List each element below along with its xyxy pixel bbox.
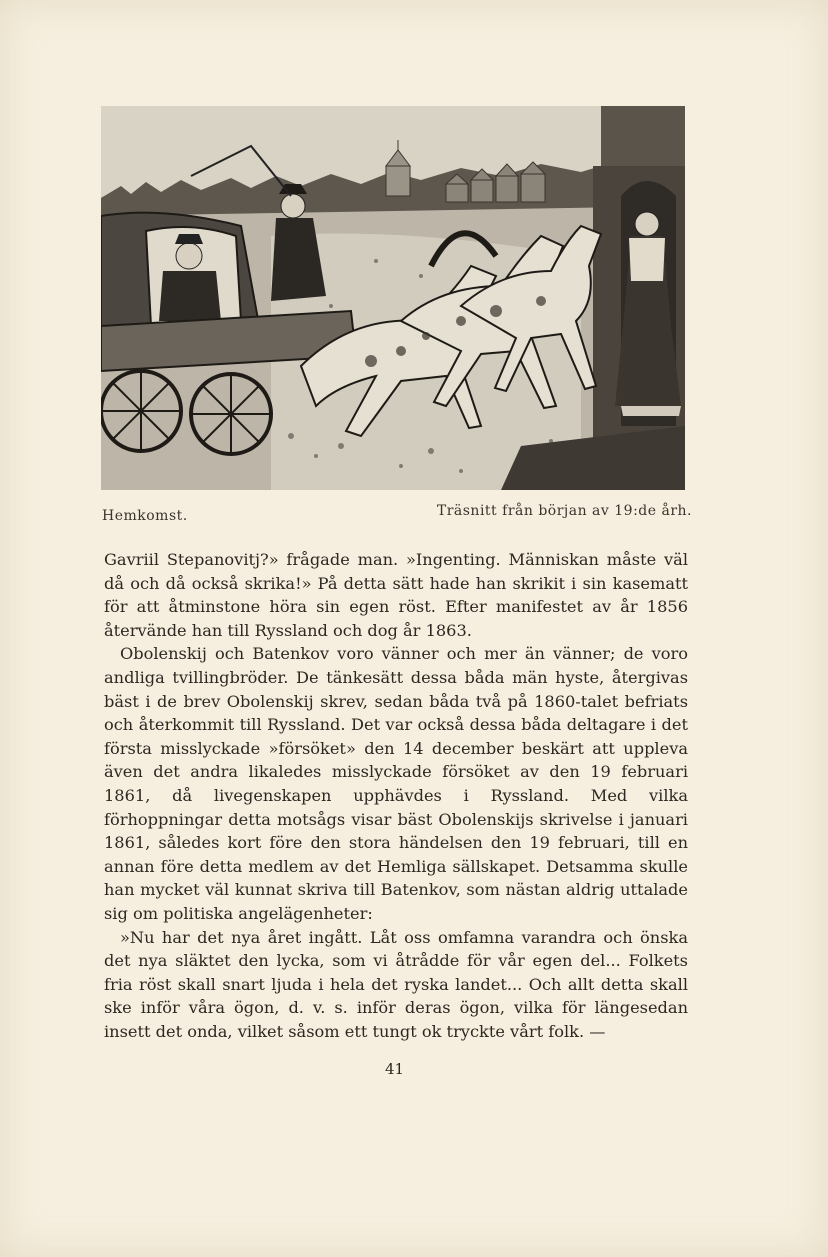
- page-number: 41: [385, 1060, 405, 1078]
- illustration-caption-credit: Träsnitt från början av 19:de årh.: [436, 503, 692, 519]
- illustration-caption-title: Hemkomst.: [102, 508, 188, 524]
- paragraph-1: Gavriil Stepanovitj?» frågade man. »Ingenting. Människan måste väl då och då också skrika!» På detta sätt hade han skrikit i sin kasematt för att åtminstone höra sin egen röst. Efter manifestet av år 1856 återvände han till Ryssland och dog år 1863.: [104, 550, 688, 640]
- body-text: [104, 548, 688, 1043]
- woodcut-illustration: [101, 106, 685, 490]
- paragraph-3-quote: »Nu har det nya året ingått. Låt oss omfamna varandra och önska det nya släktet den lycka, som vi åtrådde för vår egen del... Folkets fria röst skall snart ljuda i hela det ryska landet... Och allt detta skall ske inför våra ögon, d. v. s. inför deras ögon, vilka för längesedan insett det onda, vilket såsom ett tungt ok tryckte vårt folk. —: [104, 927, 688, 1041]
- paragraph-2: Obolenskij och Batenkov voro vänner och mer än vänner; de voro andliga tvillingbröder. De tänkesätt dessa båda män hyste, återgivas bäst i de brev Obolenskij skrev, sedan båda två på 1860-talet befriats och återkommit till Ryssland. Det var också dessa båda deltagare i det första misslyckade »försöket» den 14 december beskärt att uppleva även det andra likaledes misslyckade försöket av den 19 februari 1861, då livegenskapen upphävdes i Ryssland. Med vilka förhoppningar detta motsågs visar bäst Obolenskijs skrivelse i januari 1861, således kort före den stora händelsen den 19 februari, till en annan före detta medlem av det Hemliga sällskapet. Detsamma skulle han mycket väl kunnat skriva till Batenkov, som nästan aldrig uttalade sig om politiska angelägenheter:: [104, 644, 688, 923]
